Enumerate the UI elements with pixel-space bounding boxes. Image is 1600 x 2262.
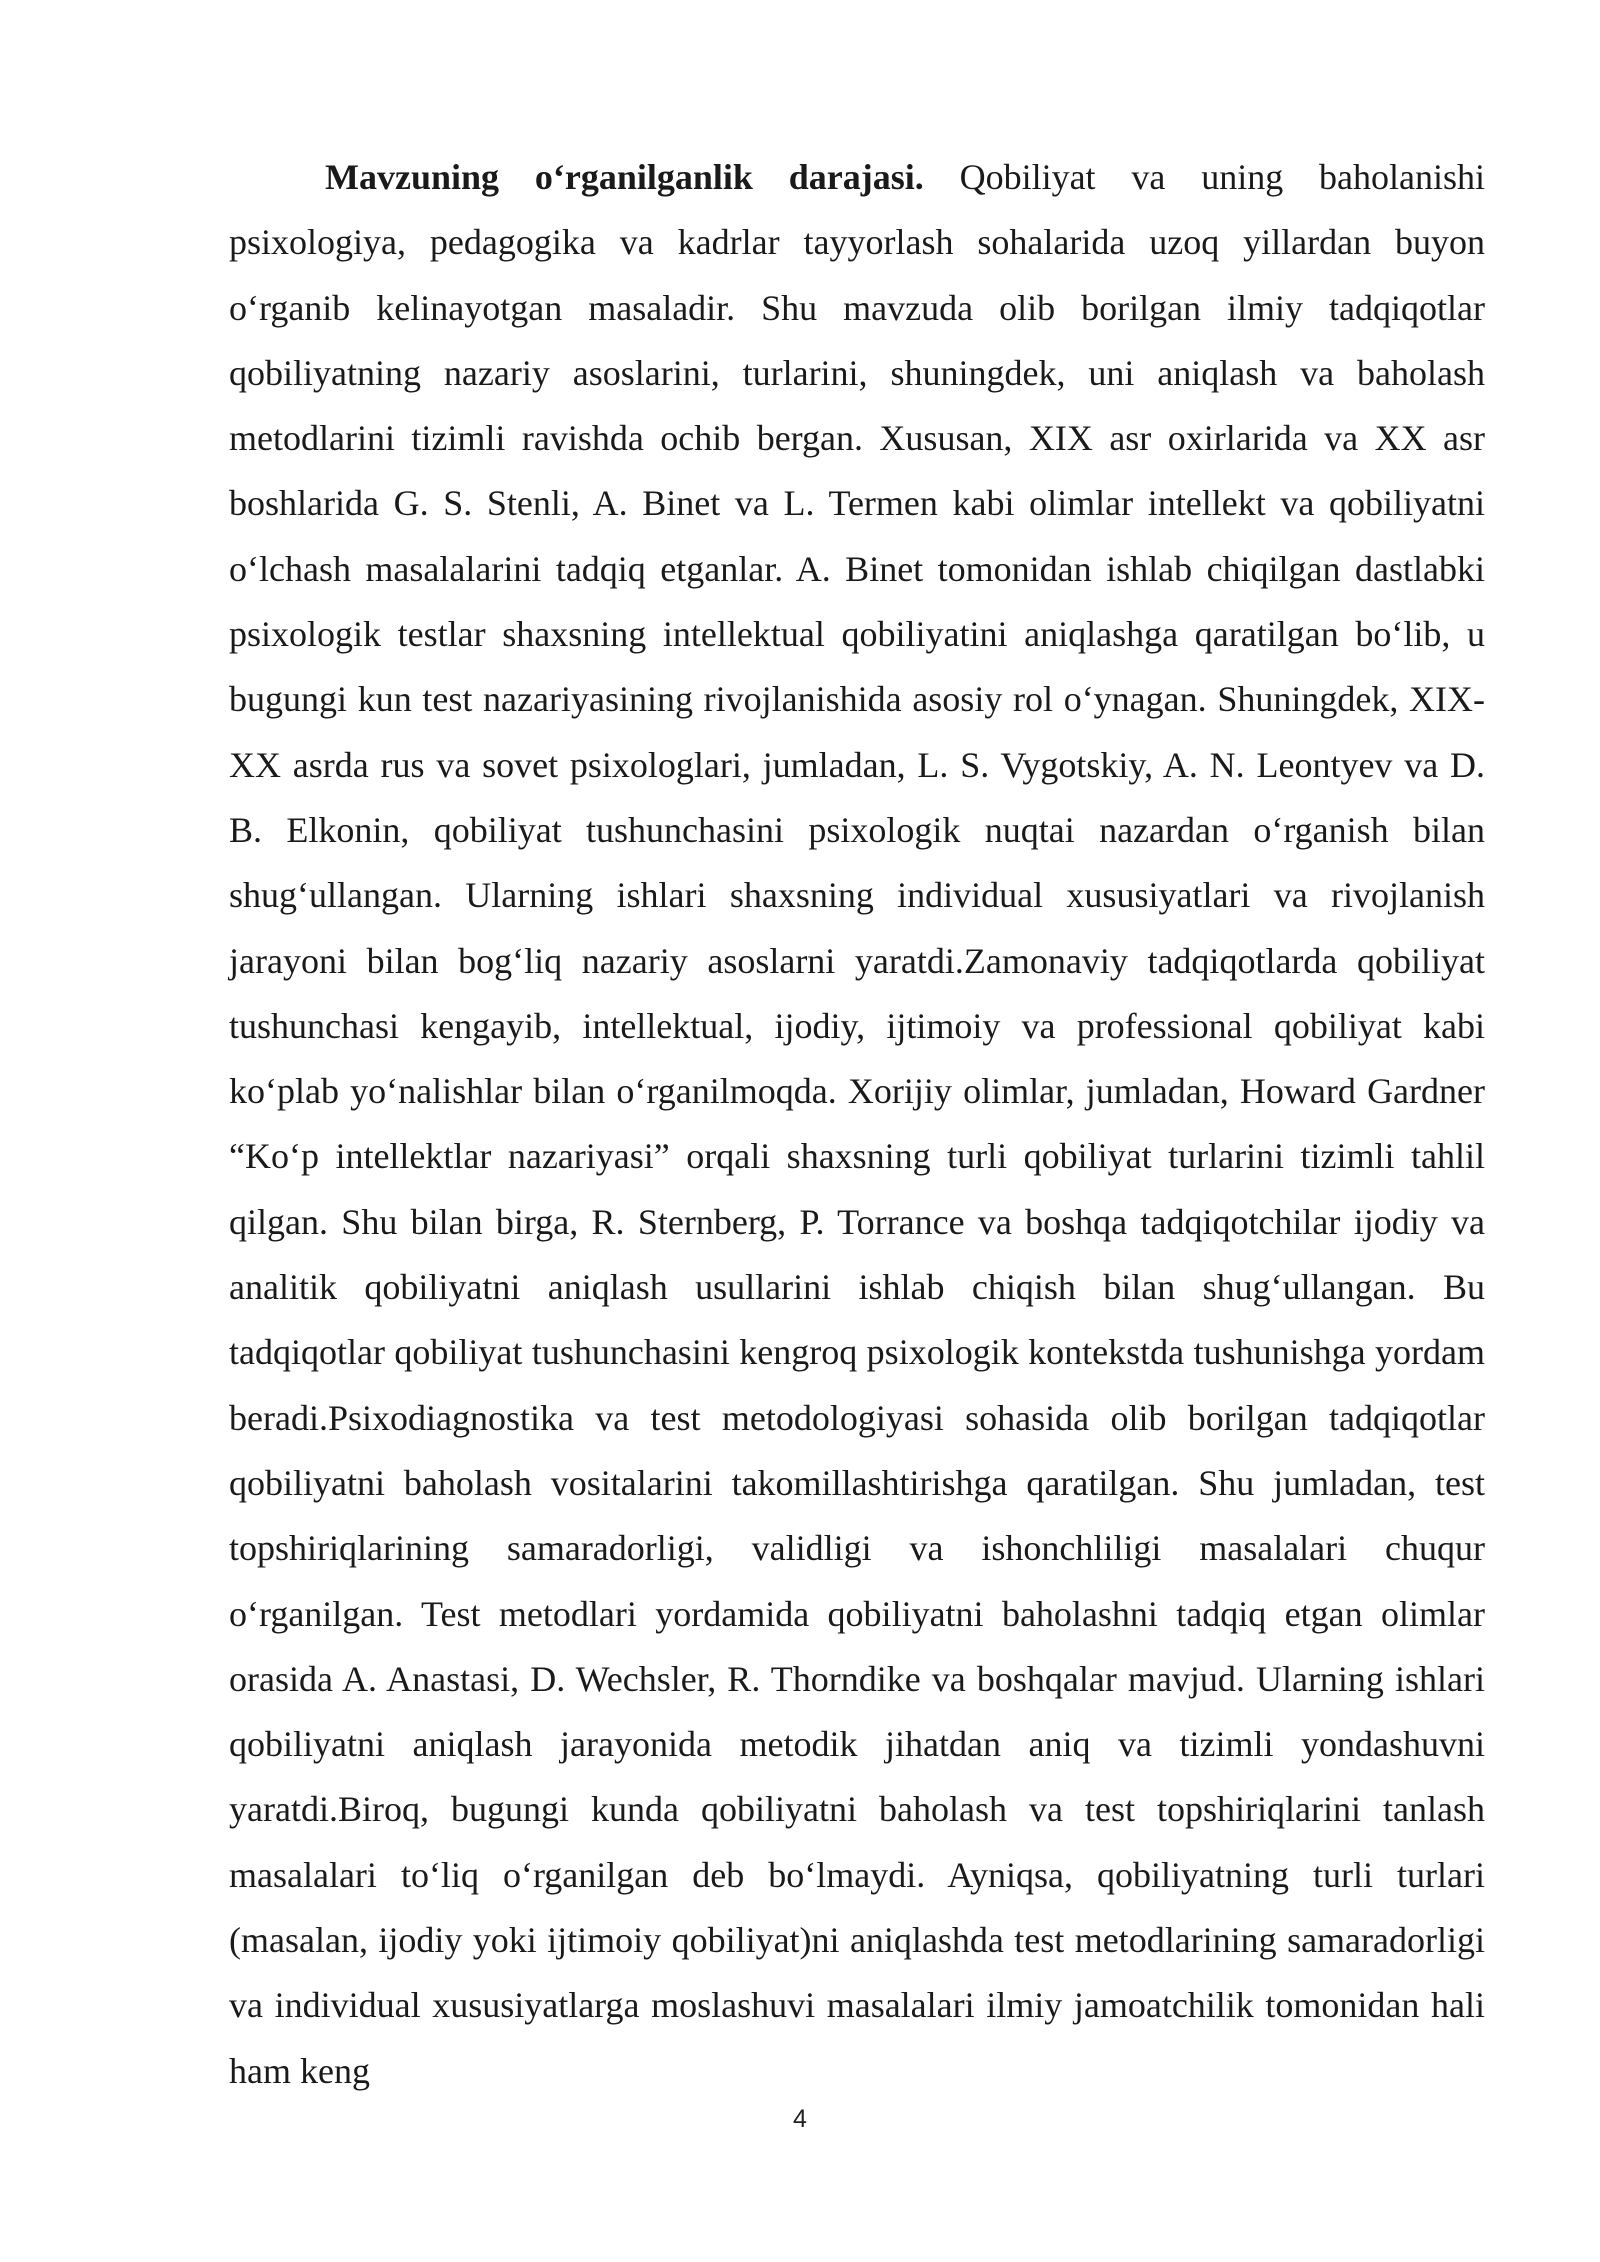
page-number: 4 bbox=[793, 2105, 807, 2133]
section-lead-heading: Mavzuning o‘rganilganlik darajasi. bbox=[325, 157, 924, 197]
body-text-block bbox=[229, 145, 1485, 2104]
paragraph-body: Qobiliyat va uning baholanishi psixologiya, pedagogika va kadrlar tayyorlash sohalarida uzoq yillardan buyon o‘rganib kelinayotgan masaladir. Shu mavzuda olib borilgan ilmiy tadqiqotlar qobiliyatning nazariy asoslarini, turlarini, shuningdek, uni aniqlash va baholash metodlarini tizimli ravishda ochib bergan. Xususan, XIX asr oxirlarida va XX asr boshlarida G. S. Stenli, A. Binet va L. Termen kabi olimlar intellekt va qobiliyatni o‘lchash masalalarini tadqiq etganlar. A. Binet tomonidan ishlab chiqilgan dastlabki psixologik testlar shaxsning intellektual qobiliyatini aniqlashga qaratilgan bo‘lib, u bugungi kun test nazariyasining rivojlanishida asosiy rol o‘ynagan. Shuningdek, XIX-XX asrda rus va sovet psixologlari, jumladan, L. S. Vygotskiy, A. N. Leontyev va D. B. Elkonin, qobiliyat tushunchasini psixologik nuqtai nazardan o‘rganish bilan shug‘ullangan. Ularning ishlari shaxsning individual xususiyatlari va rivojlanish jarayoni bilan bog‘liq nazariy asoslarni yaratdi.Zamonaviy tadqiqotlarda qobiliyat tushunchasi kengayib, intellektual, ijodiy, ijtimoiy va professional qobiliyat kabi ko‘plab yo‘nalishlar bilan o‘rganilmoqda. Xorijiy olimlar, jumladan, Howard Gardner “Ko‘p intellektlar nazariyasi” orqali shaxsning turli qobiliyat turlarini tizimli tahlil qilgan. Shu bilan birga, R. Sternberg, P. Torrance va boshqa tadqiqotchilar ijodiy va analitik qobiliyatni aniqlash usullarini ishlab chiqish bilan shug‘ullangan. Bu tadqiqotlar qobiliyat tushunchasini kengroq psixologik kontekstda tushunishga yordam beradi.Psixodiagnostika va test metodologiyasi sohasida olib borilgan tadqiqotlar qobiliyatni baholash vositalarini takomillashtirishga qaratilgan. Shu jumladan, test topshiriqlarining samaradorligi, validligi va ishonchliligi masalalari chuqur o‘rganilgan. Test metodlari yordamida qobiliyatni baholashni tadqiq etgan olimlar orasida A. Anastasi, D. Wechsler, R. Thorndike va boshqalar mavjud. Ularning ishlari qobiliyatni aniqlash jarayonida metodik jihatdan aniq va tizimli yondashuvni yaratdi.Biroq, bugungi kunda qobiliyatni baholash va test topshiriqlarini tanlash masalalari to‘liq o‘rganilgan deb bo‘lmaydi. Ayniqsa, qobiliyatning turli turlari (masalan, ijodiy yoki ijtimoiy qobiliyat)ni aniqlashda test metodlarining samaradorligi va individual xususiyatlarga moslashuvi masalalari ilmiy jamoatchilik tomonidan hali ham keng bbox=[229, 157, 1486, 2091]
paragraph bbox=[229, 145, 1485, 2104]
